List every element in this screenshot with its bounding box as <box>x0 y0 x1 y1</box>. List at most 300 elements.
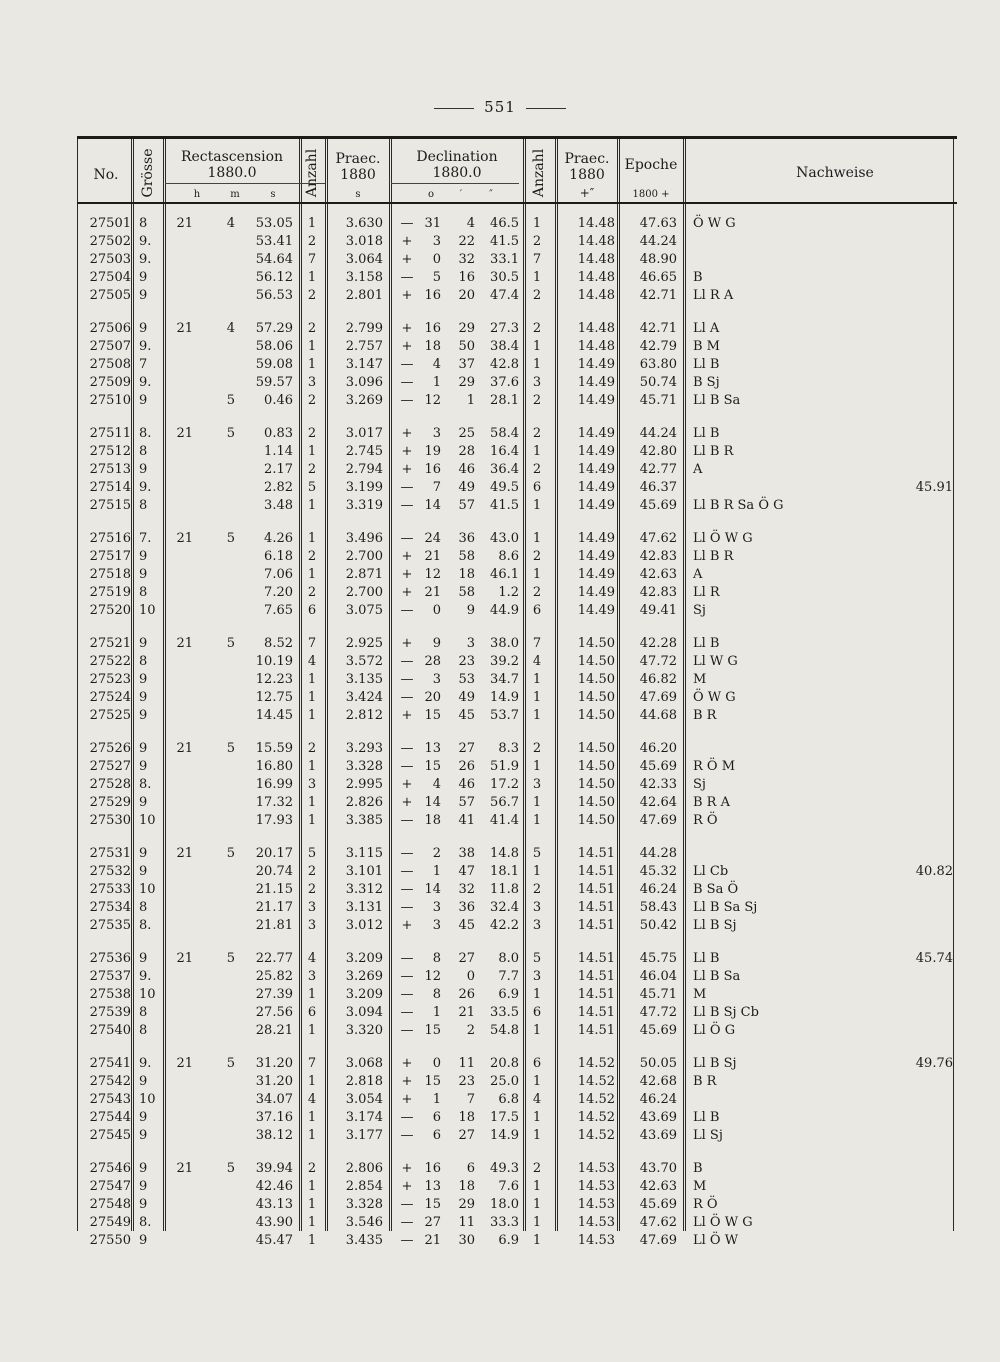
declination-sign: + <box>401 1161 413 1176</box>
ra-precession: 3.328 <box>345 759 383 774</box>
declination-arcseconds: 30.5 <box>490 270 519 285</box>
ra-observation-count: 2 <box>307 321 317 336</box>
ra-precession: 3.328 <box>345 1197 383 1212</box>
declination-sign: — <box>400 1233 414 1248</box>
epoch: 46.82 <box>639 672 677 687</box>
star-number: 27521 <box>89 636 131 651</box>
ra-observation-count: 7 <box>307 1056 317 1071</box>
declination-observation-count: 2 <box>532 462 542 477</box>
declination-observation-count: 2 <box>532 393 542 408</box>
declination-arcseconds: 7.7 <box>498 969 519 984</box>
table-row <box>77 443 957 461</box>
header-degrees: o <box>427 189 435 200</box>
ra-precession: 3.101 <box>345 864 383 879</box>
magnitude: 8. <box>139 1215 152 1230</box>
declination-sign: + <box>401 444 413 459</box>
ra-precession: 3.572 <box>345 654 383 669</box>
declination-degrees: 8 <box>432 951 441 966</box>
epoch: 44.28 <box>639 846 677 861</box>
references: R Ö <box>693 1197 718 1212</box>
magnitude: 7. <box>139 531 152 546</box>
star-number: 27548 <box>89 1197 131 1212</box>
declination-precession: 14.51 <box>577 1023 615 1038</box>
star-number: 27528 <box>89 777 131 792</box>
references: Ll R <box>693 585 720 600</box>
ra-precession: 3.174 <box>345 1110 383 1125</box>
table-row <box>77 845 957 863</box>
star-number: 27527 <box>89 759 131 774</box>
header-praec-2-unit: +″ <box>579 186 595 200</box>
epoch: 50.05 <box>639 1056 677 1071</box>
ra-seconds: 0.46 <box>264 393 293 408</box>
references: Ll B <box>693 951 720 966</box>
header-anzahl-2: Anzahl <box>531 148 547 198</box>
declination-arcseconds: 32.4 <box>490 900 519 915</box>
header-praec-1-unit: s <box>355 189 361 200</box>
declination-sign: — <box>400 690 414 705</box>
header-nachweise: Nachweise <box>796 165 874 181</box>
ra-precession: 3.158 <box>345 270 383 285</box>
declination-observation-count: 4 <box>532 1092 542 1107</box>
table-row <box>77 1178 957 1196</box>
table-row <box>77 881 957 899</box>
ra-seconds: 16.99 <box>255 777 293 792</box>
magnitude: 8. <box>139 426 152 441</box>
ra-seconds: 7.65 <box>264 603 293 618</box>
magnitude: 9 <box>139 1179 148 1194</box>
declination-observation-count: 2 <box>532 426 542 441</box>
ra-seconds: 12.75 <box>255 690 293 705</box>
star-number: 27542 <box>89 1074 131 1089</box>
declination-arcminutes: 50 <box>458 339 475 354</box>
declination-arcminutes: 21 <box>458 1005 475 1020</box>
declination-precession: 14.52 <box>577 1056 615 1071</box>
table-row <box>77 950 957 968</box>
declination-precession: 14.52 <box>577 1092 615 1107</box>
declination-degrees: 24 <box>424 531 441 546</box>
ra-precession: 3.209 <box>345 951 383 966</box>
epoch: 46.04 <box>639 969 677 984</box>
ra-hours: 21 <box>176 636 193 651</box>
epoch: 47.72 <box>639 654 677 669</box>
declination-arcminutes: 49 <box>458 690 475 705</box>
table-row <box>77 707 957 725</box>
declination-observation-count: 6 <box>532 603 542 618</box>
magnitude: 8 <box>139 1023 148 1038</box>
star-number: 27511 <box>89 426 131 441</box>
ra-precession: 3.017 <box>345 426 383 441</box>
magnitude: 9 <box>139 1110 148 1125</box>
declination-degrees: 6 <box>432 1110 441 1125</box>
references: Ll B Sj <box>693 1056 737 1071</box>
magnitude: 9 <box>139 1074 148 1089</box>
ra-observation-count: 2 <box>307 864 317 879</box>
header-rule <box>77 202 957 204</box>
declination-observation-count: 1 <box>532 339 542 354</box>
star-number: 27515 <box>89 498 131 513</box>
table-row <box>77 1109 957 1127</box>
declination-sign: + <box>401 462 413 477</box>
table-row <box>77 320 957 338</box>
ra-seconds: 28.21 <box>255 1023 293 1038</box>
declination-sign: + <box>401 1179 413 1194</box>
declination-precession: 14.53 <box>577 1233 615 1248</box>
ra-precession: 3.115 <box>345 846 383 861</box>
ra-observation-count: 2 <box>307 462 317 477</box>
header-praec-2: Praec. <box>564 151 610 167</box>
ra-minutes: 5 <box>226 1161 235 1176</box>
references: Ll A <box>693 321 720 336</box>
declination-degrees: 1 <box>432 1092 441 1107</box>
references: Ll B <box>693 357 720 372</box>
ra-precession: 2.757 <box>345 339 383 354</box>
ra-observation-count: 3 <box>307 777 317 792</box>
ra-seconds: 6.18 <box>264 549 293 564</box>
ra-precession: 3.435 <box>345 1233 383 1248</box>
references: A <box>693 567 703 582</box>
magnitude: 8 <box>139 585 148 600</box>
declination-precession: 14.50 <box>577 690 615 705</box>
magnitude: 9 <box>139 393 148 408</box>
page-number-right-dash <box>526 108 566 109</box>
header-epoche-unit: 1800 + <box>632 189 670 200</box>
star-number: 27518 <box>89 567 131 582</box>
declination-arcminutes: 9 <box>466 603 475 618</box>
declination-arcminutes: 18 <box>458 1110 475 1125</box>
ra-observation-count: 1 <box>307 690 317 705</box>
epoch: 46.37 <box>639 480 677 495</box>
magnitude: 9 <box>139 321 148 336</box>
epoch: 42.63 <box>639 1179 677 1194</box>
declination-degrees: 4 <box>432 777 441 792</box>
table-row <box>77 233 957 251</box>
declination-sign: + <box>401 1092 413 1107</box>
table-row <box>77 497 957 515</box>
header-epoche: Epoche <box>624 157 678 173</box>
header-arcmin: ′ <box>459 189 463 200</box>
epoch: 49.41 <box>639 603 677 618</box>
declination-observation-count: 2 <box>532 234 542 249</box>
magnitude: 9. <box>139 1056 152 1071</box>
magnitude: 9 <box>139 270 148 285</box>
magnitude: 9. <box>139 969 152 984</box>
declination-arcminutes: 26 <box>458 759 475 774</box>
declination-arcminutes: 27 <box>458 741 475 756</box>
declination-arcseconds: 58.4 <box>490 426 519 441</box>
ra-precession: 3.385 <box>345 813 383 828</box>
magnitude: 9. <box>139 234 152 249</box>
epoch: 42.71 <box>639 321 677 336</box>
ra-hours: 21 <box>176 321 193 336</box>
declination-arcseconds: 33.1 <box>490 252 519 267</box>
magnitude: 9 <box>139 795 148 810</box>
declination-degrees: 27 <box>424 1215 441 1230</box>
header-anzahl-1: Anzahl <box>304 148 320 198</box>
magnitude: 9 <box>139 741 148 756</box>
references: Ll Ö W <box>693 1233 739 1248</box>
magnitude: 8 <box>139 654 148 669</box>
ra-observation-count: 1 <box>307 1074 317 1089</box>
ra-observation-count: 1 <box>307 567 317 582</box>
declination-arcminutes: 16 <box>458 270 475 285</box>
declination-arcminutes: 6 <box>466 1161 475 1176</box>
header-rectascension: Rectascension <box>180 149 284 165</box>
magnitude: 8 <box>139 1005 148 1020</box>
epoch: 43.70 <box>639 1161 677 1176</box>
star-number: 27520 <box>89 603 131 618</box>
star-number: 27516 <box>89 531 131 546</box>
table-row <box>77 812 957 830</box>
ra-minutes: 4 <box>226 216 235 231</box>
declination-observation-count: 5 <box>532 951 542 966</box>
references: B Sa Ö <box>693 882 739 897</box>
declination-arcminutes: 20 <box>458 288 475 303</box>
ra-precession: 2.818 <box>345 1074 383 1089</box>
magnitude: 9 <box>139 1197 148 1212</box>
declination-precession: 14.48 <box>577 321 615 336</box>
declination-arcminutes: 30 <box>458 1233 475 1248</box>
declination-arcminutes: 36 <box>458 531 475 546</box>
declination-observation-count: 1 <box>532 1128 542 1143</box>
ra-observation-count: 3 <box>307 918 317 933</box>
ra-observation-count: 3 <box>307 900 317 915</box>
ra-observation-count: 2 <box>307 1161 317 1176</box>
declination-observation-count: 4 <box>532 654 542 669</box>
declination-arcseconds: 16.4 <box>490 444 519 459</box>
ra-observation-count: 1 <box>307 1179 317 1194</box>
ra-hours: 21 <box>176 846 193 861</box>
declination-arcminutes: 27 <box>458 1128 475 1143</box>
references: B Sj <box>693 375 720 390</box>
header-subrule <box>165 183 325 184</box>
magnitude: 10 <box>139 603 156 618</box>
ra-observation-count: 1 <box>307 498 317 513</box>
declination-degrees: 12 <box>424 393 441 408</box>
ra-precession: 3.630 <box>345 216 383 231</box>
declination-precession: 14.49 <box>577 393 615 408</box>
ra-observation-count: 1 <box>307 531 317 546</box>
magnitude: 9 <box>139 708 148 723</box>
table-row <box>77 1073 957 1091</box>
ra-observation-count: 7 <box>307 636 317 651</box>
star-number: 27541 <box>89 1056 131 1071</box>
declination-arcseconds: 43.0 <box>490 531 519 546</box>
ra-minutes: 5 <box>226 636 235 651</box>
magnitude: 9 <box>139 1161 148 1176</box>
ra-observation-count: 1 <box>307 759 317 774</box>
declination-precession: 14.51 <box>577 846 615 861</box>
epoch: 42.28 <box>639 636 677 651</box>
star-number: 27512 <box>89 444 131 459</box>
star-number: 27503 <box>89 252 131 267</box>
declination-observation-count: 3 <box>532 777 542 792</box>
magnitude: 8 <box>139 498 148 513</box>
declination-arcseconds: 54.8 <box>490 1023 519 1038</box>
ra-seconds: 22.77 <box>255 951 293 966</box>
epoch: 45.75 <box>639 951 677 966</box>
declination-arcseconds: 6.9 <box>498 987 519 1002</box>
declination-arcminutes: 53 <box>458 672 475 687</box>
declination-arcseconds: 41.4 <box>490 813 519 828</box>
ra-observation-count: 5 <box>307 846 317 861</box>
ra-observation-count: 1 <box>307 339 317 354</box>
ra-precession: 3.293 <box>345 741 383 756</box>
ra-precession: 2.812 <box>345 708 383 723</box>
star-number: 27540 <box>89 1023 131 1038</box>
epoch: 46.65 <box>639 270 677 285</box>
header-subrule <box>391 183 519 184</box>
declination-sign: — <box>400 846 414 861</box>
table-row <box>77 986 957 1004</box>
magnitude: 9 <box>139 567 148 582</box>
declination-arcminutes: 25 <box>458 426 475 441</box>
star-number: 27519 <box>89 585 131 600</box>
declination-arcminutes: 18 <box>458 1179 475 1194</box>
declination-precession: 14.53 <box>577 1179 615 1194</box>
declination-degrees: 3 <box>432 900 441 915</box>
declination-precession: 14.53 <box>577 1161 615 1176</box>
header-decl-epoch: 1880.0 <box>432 165 482 181</box>
magnitude: 9 <box>139 288 148 303</box>
ra-seconds: 53.05 <box>255 216 293 231</box>
declination-precession: 14.50 <box>577 708 615 723</box>
declination-arcseconds: 8.6 <box>498 549 519 564</box>
table-row <box>77 251 957 269</box>
table-row <box>77 689 957 707</box>
declination-degrees: 15 <box>424 708 441 723</box>
ra-observation-count: 2 <box>307 585 317 600</box>
ra-seconds: 21.17 <box>255 900 293 915</box>
references: M <box>693 987 707 1002</box>
references: M <box>693 672 707 687</box>
ra-precession: 3.068 <box>345 1056 383 1071</box>
declination-observation-count: 1 <box>532 795 542 810</box>
declination-arcminutes: 58 <box>458 549 475 564</box>
declination-sign: — <box>400 654 414 669</box>
declination-arcseconds: 41.5 <box>490 498 519 513</box>
declination-degrees: 9 <box>432 636 441 651</box>
epoch: 42.83 <box>639 585 677 600</box>
declination-degrees: 3 <box>432 672 441 687</box>
declination-arcseconds: 37.6 <box>490 375 519 390</box>
ra-minutes: 5 <box>226 1056 235 1071</box>
ra-observation-count: 6 <box>307 1005 317 1020</box>
declination-observation-count: 1 <box>532 759 542 774</box>
declination-observation-count: 2 <box>532 549 542 564</box>
ra-precession: 2.995 <box>345 777 383 792</box>
ra-seconds: 37.16 <box>255 1110 293 1125</box>
declination-precession: 14.51 <box>577 987 615 1002</box>
table-row <box>77 566 957 584</box>
ra-seconds: 12.23 <box>255 672 293 687</box>
declination-sign: + <box>401 549 413 564</box>
declination-arcseconds: 20.8 <box>490 1056 519 1071</box>
declination-precession: 14.51 <box>577 864 615 879</box>
magnitude: 9 <box>139 636 148 651</box>
ra-precession: 3.269 <box>345 393 383 408</box>
declination-observation-count: 2 <box>532 741 542 756</box>
declination-observation-count: 3 <box>532 900 542 915</box>
declination-arcseconds: 27.3 <box>490 321 519 336</box>
declination-arcseconds: 44.9 <box>490 603 519 618</box>
declination-sign: — <box>400 1110 414 1125</box>
declination-sign: + <box>401 567 413 582</box>
declination-sign: — <box>400 987 414 1002</box>
ra-observation-count: 1 <box>307 795 317 810</box>
declination-sign: — <box>400 864 414 879</box>
ra-precession: 3.135 <box>345 672 383 687</box>
declination-arcminutes: 7 <box>466 1092 475 1107</box>
declination-arcminutes: 37 <box>458 357 475 372</box>
table-row <box>77 1055 957 1073</box>
declination-precession: 14.49 <box>577 375 615 390</box>
ra-hours: 21 <box>176 951 193 966</box>
star-number: 27502 <box>89 234 131 249</box>
declination-precession: 14.50 <box>577 741 615 756</box>
declination-sign: — <box>400 1005 414 1020</box>
declination-degrees: 15 <box>424 1023 441 1038</box>
declination-precession: 14.50 <box>577 795 615 810</box>
table-row <box>77 374 957 392</box>
declination-sign: + <box>401 339 413 354</box>
references: R Ö M <box>693 759 736 774</box>
magnitude: 10 <box>139 987 156 1002</box>
ra-seconds: 0.83 <box>264 426 293 441</box>
magnitude: 9. <box>139 339 152 354</box>
declination-observation-count: 1 <box>532 672 542 687</box>
table-row <box>77 548 957 566</box>
declination-precession: 14.49 <box>577 549 615 564</box>
ra-precession: 3.147 <box>345 357 383 372</box>
declination-arcminutes: 11 <box>458 1056 475 1071</box>
table-row <box>77 758 957 776</box>
table-row <box>77 530 957 548</box>
declination-arcseconds: 6.9 <box>498 1233 519 1248</box>
declination-arcseconds: 47.4 <box>490 288 519 303</box>
ra-precession: 3.496 <box>345 531 383 546</box>
declination-sign: + <box>401 708 413 723</box>
table-row <box>77 269 957 287</box>
header-no: No. <box>93 167 119 183</box>
ra-seconds: 17.32 <box>255 795 293 810</box>
references: B R A <box>693 795 730 810</box>
declination-arcminutes: 27 <box>458 951 475 966</box>
magnitude: 8. <box>139 777 152 792</box>
declination-precession: 14.50 <box>577 672 615 687</box>
declination-arcseconds: 17.5 <box>490 1110 519 1125</box>
declination-arcseconds: 17.2 <box>490 777 519 792</box>
declination-sign: — <box>400 216 414 231</box>
ra-minutes: 5 <box>226 393 235 408</box>
ra-observation-count: 1 <box>307 216 317 231</box>
ra-observation-count: 2 <box>307 882 317 897</box>
epoch: 42.80 <box>639 444 677 459</box>
declination-degrees: 31 <box>424 216 441 231</box>
epoch: 45.69 <box>639 1197 677 1212</box>
epoch: 45.69 <box>639 498 677 513</box>
epoch: 47.69 <box>639 813 677 828</box>
ra-observation-count: 3 <box>307 969 317 984</box>
ra-observation-count: 1 <box>307 1233 317 1248</box>
epoch: 42.63 <box>639 567 677 582</box>
ra-observation-count: 1 <box>307 1215 317 1230</box>
epoch: 45.69 <box>639 759 677 774</box>
magnitude: 10 <box>139 813 156 828</box>
star-number: 27524 <box>89 690 131 705</box>
ra-precession: 3.319 <box>345 498 383 513</box>
magnitude: 9 <box>139 690 148 705</box>
ra-seconds: 39.94 <box>255 1161 293 1176</box>
